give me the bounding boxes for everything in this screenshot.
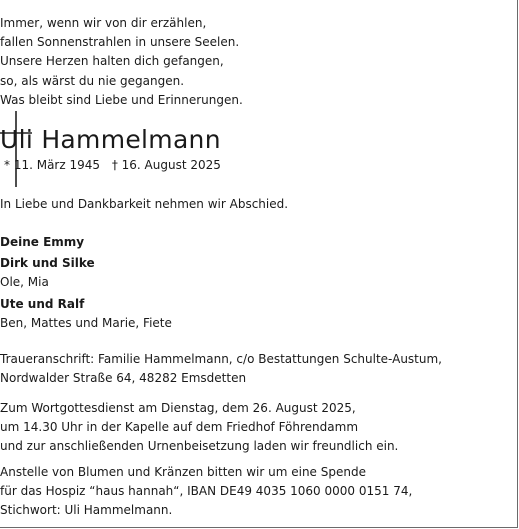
family-group <box>0 233 519 252</box>
family-heading: Dirk und Silke <box>0 256 95 270</box>
birth-date: * 11. März 1945 <box>4 158 101 172</box>
donation-line: Stichwort: Uli Hammelmann. <box>0 503 173 517</box>
poem-line: fallen Sonnenstrahlen in unsere Seelen. <box>0 35 240 50</box>
mourning-address <box>0 350 519 388</box>
family-heading: Deine Emmy <box>0 235 85 249</box>
family-group <box>0 254 519 292</box>
farewell-line: In Liebe und Dankbarkeit nehmen wir Abschied. <box>0 197 289 211</box>
address-line: Traueranschrift: Familie Hammelmann, c/o Bestattungen Schulte-Austum, <box>0 352 442 366</box>
family-group <box>0 295 519 333</box>
service-line: und zur anschließenden Urnenbeisetzung laden wir freundlich ein. <box>0 439 399 453</box>
life-dates <box>0 157 519 173</box>
deceased-name: Uli Hammelmann <box>0 125 221 154</box>
poem-line: Immer, wenn wir von dir erzählen, <box>0 16 207 30</box>
poem-line: Was bleibt sind Liebe und Erinnerungen. <box>0 92 243 107</box>
farewell-text <box>0 195 519 214</box>
poem-block <box>0 14 519 110</box>
address-line: Nordwalder Straße 64, 48282 Emsdetten <box>0 371 247 385</box>
service-info <box>0 399 519 456</box>
poem-line: so, als wärst du nie gegangen. <box>0 73 185 88</box>
family-heading: Ute und Ralf <box>0 297 85 311</box>
poem-line: Unsere Herzen halten dich gefangen, <box>0 54 224 69</box>
service-line: um 14.30 Uhr in der Kapelle auf dem Friedhof Föhrendamm <box>0 420 359 434</box>
death-date: † 16. August 2025 <box>111 158 221 172</box>
family-members: Ben, Mattes und Marie, Fiete <box>0 316 172 330</box>
donation-info <box>0 463 519 520</box>
donation-line: Anstelle von Blumen und Kränzen bitten wir um eine Spende <box>0 465 366 479</box>
donation-line: für das Hospiz “haus hannah“, IBAN DE49 4035 1060 0000 0151 74, <box>0 484 413 498</box>
service-line: Zum Wortgottesdienst am Dienstag, dem 26. August 2025, <box>0 401 356 415</box>
family-members: Ole, Mia <box>0 275 49 289</box>
